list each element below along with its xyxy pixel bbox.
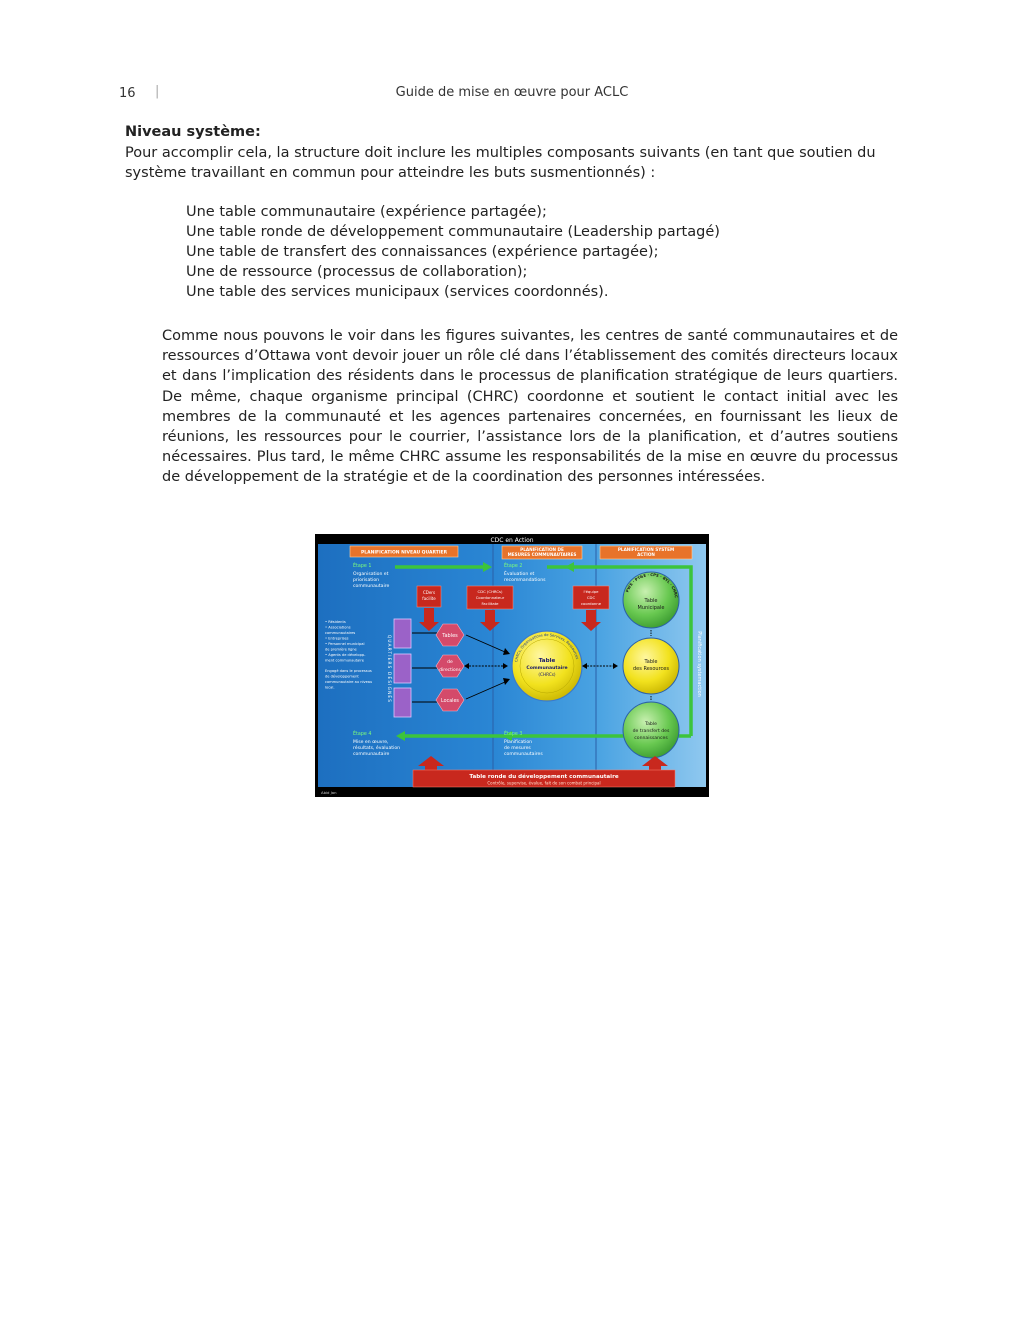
list-item: Une table de transfert des connaissances (expérience partagée); <box>186 244 659 260</box>
callout-text: Facilitate <box>481 601 499 606</box>
step-text: de mesures <box>504 746 531 751</box>
step-text: communautaire <box>353 584 390 589</box>
right-ring-label: PWS · PT&E · CPS · BYL · CHRC <box>624 571 679 599</box>
central-ring-label: CHRCs, Organisations de Services, Ressources <box>514 632 580 663</box>
roundtable-subtitle: Contrôle, supervise, évalue, fait de son combat principal <box>487 780 601 786</box>
participant-line: ment communautaire <box>325 658 364 663</box>
callout-text: coordonne <box>580 601 602 606</box>
right-table-label: de transfert des <box>632 729 670 734</box>
body-paragraph: Comme nous pouvons le voir dans les figures suivantes, les centres de santé communautaires et de ressources d’Ottawa vont devoir jouer un rôle clé dans l’établissement des comités directeurs locaux et dans l’implication des résidents dans le processus de planification stratégique de leurs quartiers. De même, chaque organisme principal (CHRC) coordonne et soutient le contact initial avec les membres de la communauté et les agences partenaires concernées, en fournissant les lieux de réunions, les ressources pour le courrier, l’assistance lors de la planification, et d’autres soutiens nécessaires. Plus tard, le même CHRC assume les responsabilités de la mise en œuvre du processus de développement de la stratégie et de la coordination des personnes intéressées. <box>162 328 898 486</box>
callout-text: CDC (CHRCs) <box>477 589 503 594</box>
step-label: Étape 4 <box>353 732 372 737</box>
table-municipale-circle <box>623 572 679 628</box>
step-text: Mise en œuvre, <box>353 740 389 745</box>
list-item: Une table communautaire (expérience partagée); <box>186 204 547 220</box>
step-label: Étape 3 <box>504 732 523 737</box>
participant-line: Engagé dans le processus <box>325 669 372 673</box>
step-text: communautaires <box>504 752 543 757</box>
participant-line: • Entreprises <box>325 636 349 641</box>
step-text: Planification <box>504 740 533 745</box>
intro-paragraph: Pour accomplir cela, la structure doit inclure les multiples composants suivants (en tant que soutien du système travaillant en commun pour atteindre les buts susmentionnés) : <box>125 145 876 181</box>
hexagon-label: de <box>447 660 453 665</box>
right-table-label: Table <box>644 659 658 665</box>
list-item: Une table ronde de développement communautaire (Leadership partagé) <box>186 224 720 240</box>
step-label: Étape 2 <box>504 564 523 569</box>
participant-line: de première ligne <box>325 647 357 652</box>
right-table-label: Municipale <box>637 605 665 611</box>
cdc-diagram-figure <box>315 534 709 797</box>
participant-line: • Agents de développ- <box>325 653 366 657</box>
hexagon-label: Tables <box>442 633 458 639</box>
participant-line: • Associations <box>325 625 351 630</box>
step-text: Organisation et <box>353 572 389 577</box>
page-number: 16 <box>119 86 136 101</box>
neighbourhood-box <box>394 688 411 717</box>
column-header-label: PLANIFICATION SYSTEM ACTION <box>617 547 675 557</box>
step-text: Évaluation et <box>504 572 535 577</box>
callout-text: Coordonnateur <box>475 595 505 600</box>
step-text: communautaire <box>353 752 390 757</box>
right-table-label: des Resources <box>633 666 669 672</box>
components-list <box>186 202 720 302</box>
column-header-label: PLANIFICATION DE MESURES COMMUNAUTAIRES <box>507 547 577 557</box>
central-table-circle <box>512 631 582 701</box>
table-transfert-circle <box>623 702 679 758</box>
callout-text: CDC <box>586 595 596 600</box>
callout-text: CDers <box>422 590 436 595</box>
right-table-label: connaissances <box>634 736 668 741</box>
step-text: priorisation <box>353 578 380 583</box>
neighbourhood-box <box>394 654 411 683</box>
participant-line: local. <box>325 685 335 690</box>
step-text: recommandations <box>504 578 546 583</box>
right-table-label: Table <box>644 598 658 604</box>
neighbourhood-box <box>394 619 411 648</box>
participant-line: communautaire au niveau <box>325 680 373 684</box>
participant-line: communautaires <box>325 631 356 635</box>
participant-line: • Résidents <box>325 620 346 624</box>
hexagon-label: directions <box>439 668 461 673</box>
hexagon-label: Locales <box>441 699 459 704</box>
figure-credit: Abid Jan <box>321 790 337 795</box>
central-table-label: Table <box>538 658 556 664</box>
central-table-label: Communautaire <box>526 666 568 671</box>
step-text: résultats, évaluation <box>353 746 401 751</box>
running-title: Guide de mise en œuvre pour ACLC <box>395 85 629 100</box>
list-item: Une de ressource (processus de collaboration); <box>186 264 528 280</box>
callout-text: facilite <box>422 596 436 601</box>
header-separator: | <box>155 84 160 99</box>
participant-line: • Personnel municipal <box>325 642 365 646</box>
participant-line: de développement <box>325 674 359 679</box>
table-resources-circle <box>623 638 679 694</box>
step-label: Étape 1 <box>353 564 372 569</box>
quartiers-label: QUARTIERS DÉSIGNÉS <box>387 634 392 704</box>
cdc-diagram <box>315 534 709 797</box>
diagram-title: CDC en Action <box>490 537 534 544</box>
central-table-label: (CHRCs) <box>538 672 556 677</box>
roundtable-title: Table ronde du développement communautaire <box>469 774 619 780</box>
section-title: Niveau système: <box>125 124 261 140</box>
column-header-label: PLANIFICATION NIVEAU QUARTIER <box>360 550 448 556</box>
system-action-side-label: Planification systemaction <box>696 631 702 697</box>
list-item: Une table des services municipaux (services coordonnés). <box>186 284 609 300</box>
page-header <box>0 84 1024 104</box>
right-table-label: Table <box>645 722 657 727</box>
callout-text: l'équipe <box>583 589 599 594</box>
